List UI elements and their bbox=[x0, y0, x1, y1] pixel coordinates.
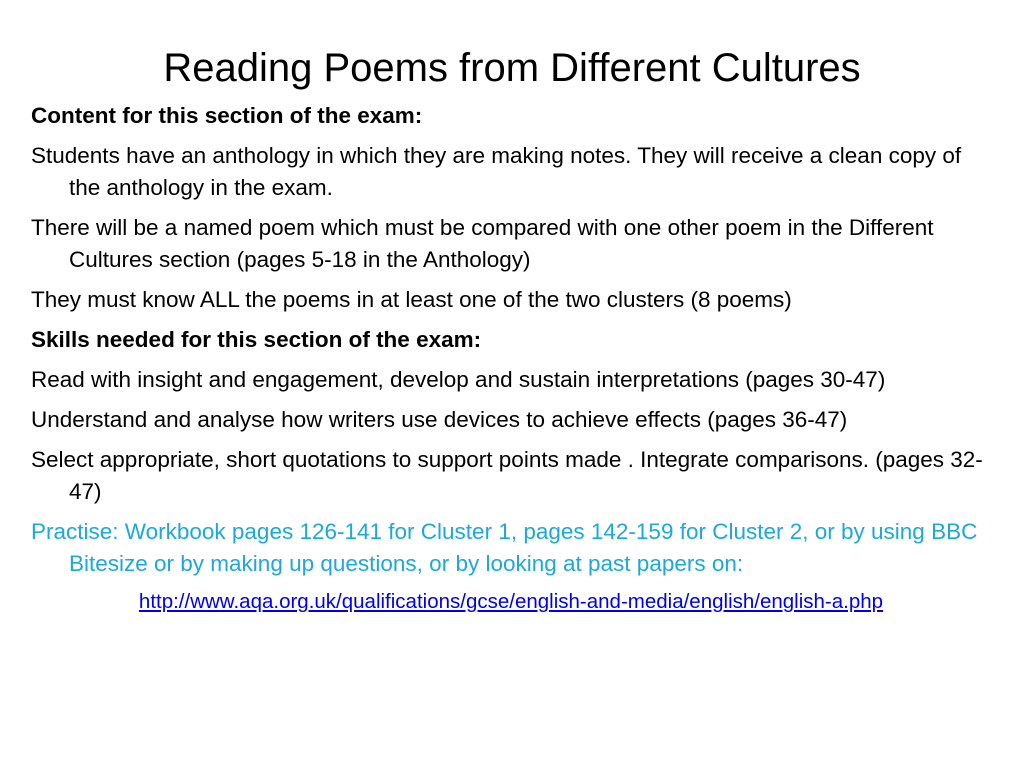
practise-text: Practise: Workbook pages 126-141 for Cluster 1, pages 142-159 for Cluster 2, or by using BBC Bitesize or by making up questions, or by looking at past papers on: bbox=[31, 519, 978, 576]
content-item-anthology: Students have an anthology in which they are making notes. They will receive a clean copy of the anthology in the exam. bbox=[31, 143, 962, 200]
content-item-named-poem: There will be a named poem which must be compared with one other poem in the Different Cultures section (pages 5-18 in the Anthology) bbox=[31, 215, 934, 272]
skills-item-insight: Read with insight and engagement, develop and sustain interpretations (pages 30-47) bbox=[31, 367, 886, 392]
skills-heading: Skills needed for this section of the exam: bbox=[31, 327, 482, 352]
content-heading: Content for this section of the exam: bbox=[31, 103, 423, 128]
skills-item-quotations: Select appropriate, short quotations to support points made . Integrate comparisons. (pages 32-47) bbox=[31, 447, 983, 504]
skills-item-devices: Understand and analyse how writers use devices to achieve effects (pages 36-47) bbox=[31, 407, 848, 432]
slide-content bbox=[31, 100, 991, 616]
slide-title: Reading Poems from Different Cultures bbox=[163, 46, 861, 90]
aqa-link[interactable]: http://www.aqa.org.uk/qualifications/gcse/english-and-media/english/english-a.php bbox=[138, 590, 884, 613]
aqa-link-line bbox=[31, 588, 991, 616]
content-item-clusters: They must know ALL the poems in at least one of the two clusters (8 poems) bbox=[31, 287, 792, 312]
